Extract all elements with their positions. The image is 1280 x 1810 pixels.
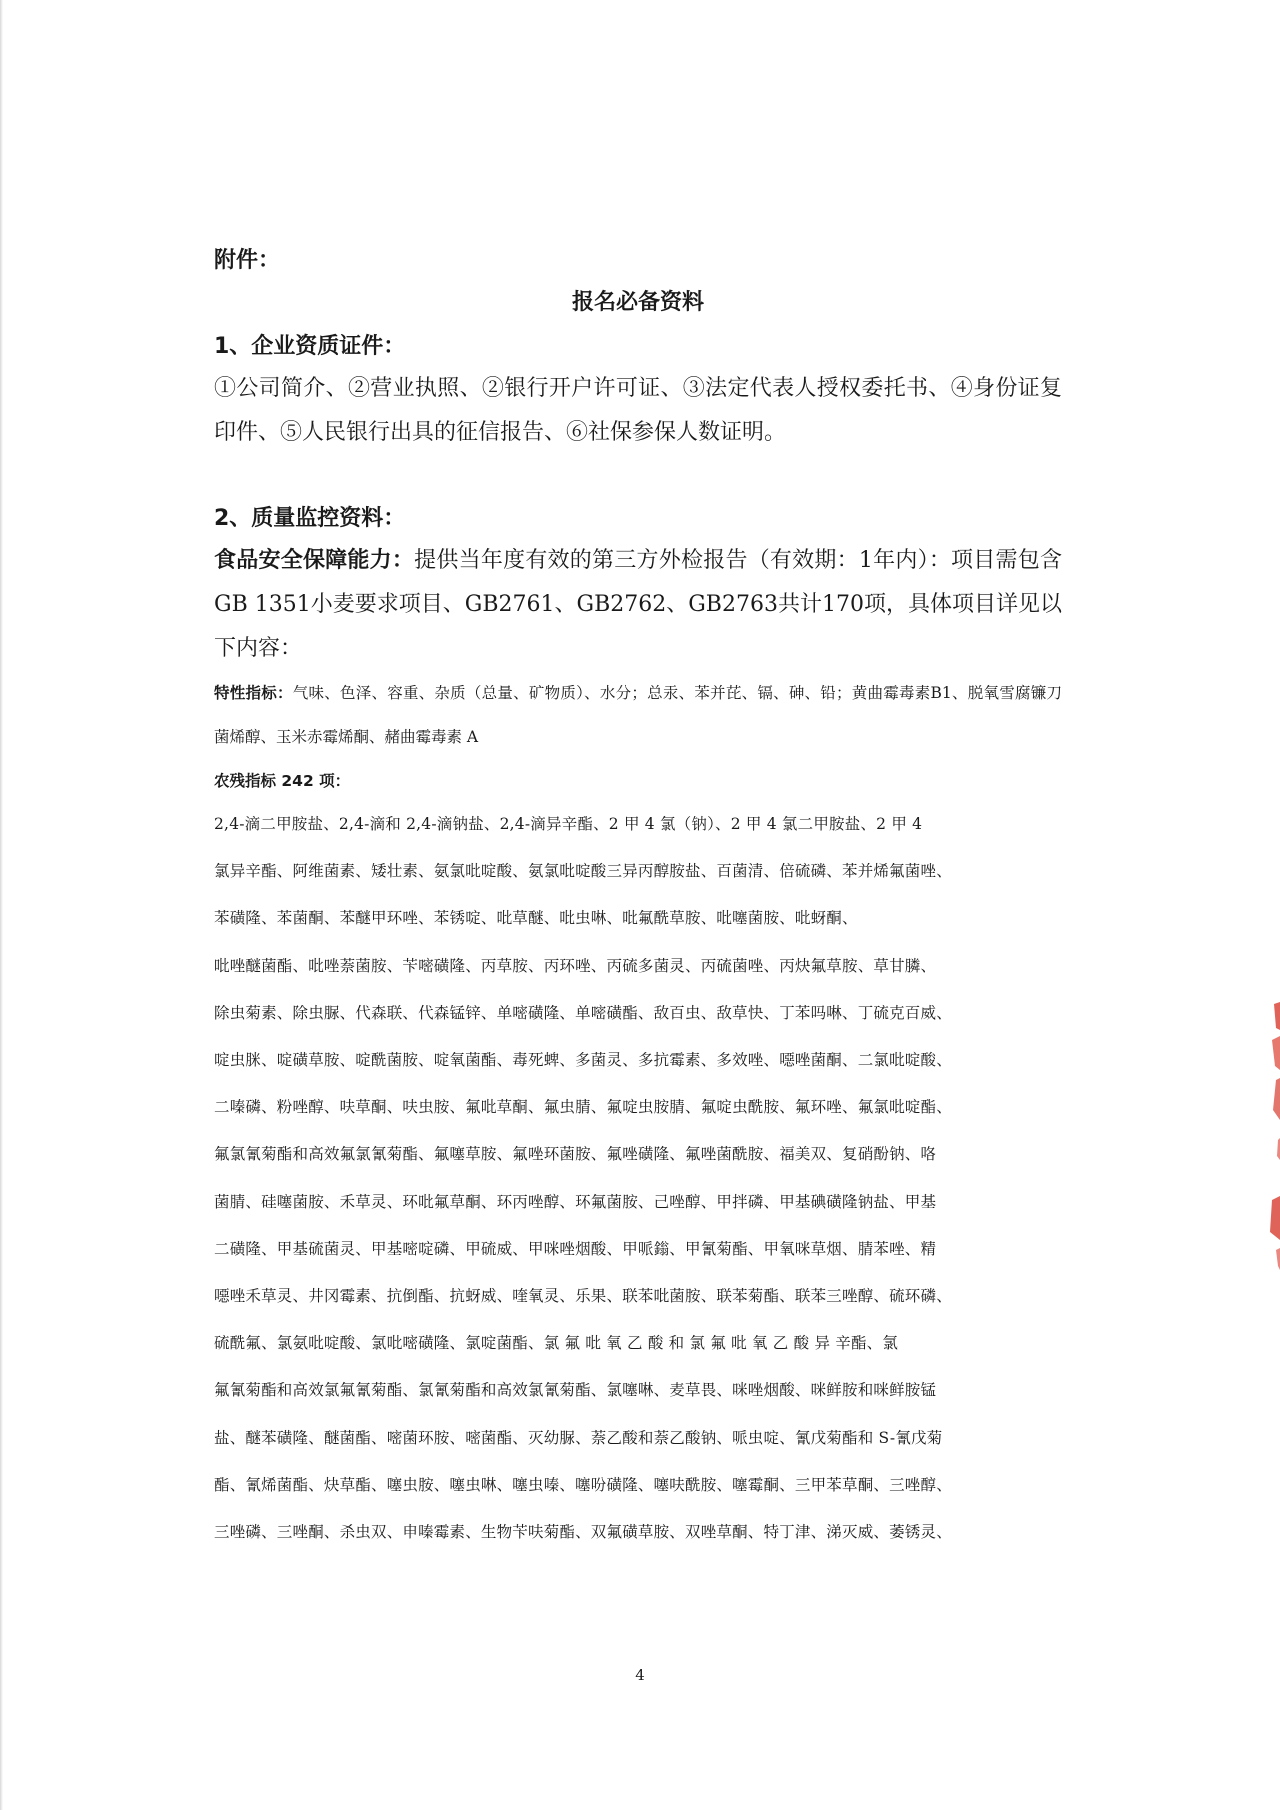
- section1-heading: 1、企业资质证件：: [214, 334, 406, 359]
- pesticide-line: 氟氰菊酯和高效氯氟氰菊酯、氯氰菊酯和高效氯氰菊酯、氯噻啉、麦草畏、咪唑烟酸、咪鲜胺和咪鲜胺锰: [214, 1381, 937, 1400]
- document-title: 报名必备资料: [571, 290, 704, 315]
- pesticide-line: 吡唑醚菌酯、吡唑萘菌胺、苄嘧磺隆、丙草胺、丙环唑、丙硫多菌灵、丙硫菌唑、丙炔氟草胺、草甘膦、: [214, 956, 937, 975]
- property-body: 气味、色泽、容重、杂质（总量、矿物质）、水分；总汞、苯并芘、镉、砷、铅；黄曲霉毒素B1、脱氧雪腐镰刀菌烯醇、玉米赤霉烯酮、赭曲霉毒素 A: [214, 684, 1062, 746]
- pesticide-line: 氟氯氰菊酯和高效氟氯氰菊酯、氟噻草胺、氟唑环菌胺、氟唑磺隆、氟唑菌酰胺、福美双、复硝酚钠、咯: [214, 1145, 937, 1164]
- pesticide-line: 除虫菊素、除虫脲、代森联、代森锰锌、单嘧磺隆、单嘧磺酯、敌百虫、敌草快、丁苯吗啉、丁硫克百威、: [214, 1003, 952, 1022]
- property-paragraph: [214, 671, 1062, 759]
- property-label: 特性指标：: [214, 684, 293, 702]
- attachment-label: 附件：: [214, 248, 281, 273]
- pesticide-line: 盐、醚苯磺隆、醚菌酯、嘧菌环胺、嘧菌酯、灭幼脲、萘乙酸和萘乙酸钠、哌虫啶、氰戊菊酯和 S-氰戊菊: [214, 1428, 943, 1447]
- pesticide-list: [214, 801, 1062, 1556]
- page-number: 4: [635, 1666, 645, 1684]
- section2-heading: 2、质量监控资料：: [214, 506, 406, 531]
- pesticide-line: 啶虫脒、啶磺草胺、啶酰菌胺、啶氧菌酯、毒死蜱、多菌灵、多抗霉素、多效唑、噁唑菌酮、二氯吡啶酸、: [214, 1051, 952, 1070]
- pesticide-line: 苯磺隆、苯菌酮、苯醚甲环唑、苯锈啶、吡草醚、吡虫啉、吡氟酰草胺、吡噻菌胺、吡蚜酮、: [214, 909, 858, 928]
- food-safety-paragraph: [214, 539, 1062, 671]
- document-body: [214, 245, 1062, 1556]
- food-safety-body: 提供当年度有效的第三方外检报告（有效期：1年内）：项目需包含GB 1351小麦要求项目、GB2761、GB2762、GB2763共计170项，具体项目详见以下内容：: [214, 548, 1062, 661]
- pesticide-line: 二嗪磷、粉唑醇、呋草酮、呋虫胺、氟吡草酮、氟虫腈、氟啶虫胺腈、氟啶虫酰胺、氟环唑、氟氯吡啶酯、: [214, 1098, 952, 1117]
- pesticide-heading: 农残指标 242 项：: [214, 772, 351, 790]
- food-safety-label: 食品安全保障能力：: [214, 548, 415, 573]
- scan-edge-shadow: [0, 0, 3, 1810]
- pesticide-line: 二磺隆、甲基硫菌灵、甲基嘧啶磷、甲硫威、甲咪唑烟酸、甲哌鎓、甲氰菊酯、甲氧咪草烟、腈苯唑、精: [214, 1239, 937, 1258]
- pesticide-line: 2,4-滴二甲胺盐、2,4-滴和 2,4-滴钠盐、2,4-滴异辛酯、2 甲 4 氯（钠）、2 甲 4 氯二甲胺盐、2 甲 4: [214, 815, 923, 833]
- pesticide-line: 氯异辛酯、阿维菌素、矮壮素、氨氯吡啶酸、氨氯吡啶酸三异丙醇胺盐、百菌清、倍硫磷、苯并烯氟菌唑、: [214, 862, 952, 881]
- red-seal-fragment: [1260, 1000, 1280, 1280]
- pesticide-line: 三唑磷、三唑酮、杀虫双、申嗪霉素、生物苄呋菊酯、双氟磺草胺、双唑草酮、特丁津、涕灭威、萎锈灵、: [214, 1523, 952, 1542]
- section1-body: ①公司简介、②营业执照、②银行开户许可证、③法定代表人授权委托书、④身份证复印件、⑤人民银行出具的征信报告、⑥社保参保人数证明。: [214, 376, 1062, 445]
- spacer: [214, 455, 1062, 499]
- pesticide-line: 硫酰氟、氯氨吡啶酸、氯吡嘧磺隆、氯啶菌酯、氯 氟 吡 氧 乙 酸 和 氯 氟 吡 氧 乙 酸 异 辛酯、氯: [214, 1334, 899, 1353]
- pesticide-line: 酯、氰烯菌酯、炔草酯、噻虫胺、噻虫啉、噻虫嗪、噻吩磺隆、噻呋酰胺、噻霉酮、三甲苯草酮、三唑醇、: [214, 1475, 952, 1494]
- pesticide-line: 噁唑禾草灵、井冈霉素、抗倒酯、抗蚜威、喹氧灵、乐果、联苯吡菌胺、联苯菊酯、联苯三唑醇、硫环磷、: [214, 1287, 952, 1306]
- pesticide-line: 菌腈、硅噻菌胺、禾草灵、环吡氟草酮、环丙唑醇、环氟菌胺、己唑醇、甲拌磷、甲基碘磺隆钠盐、甲基: [214, 1192, 937, 1211]
